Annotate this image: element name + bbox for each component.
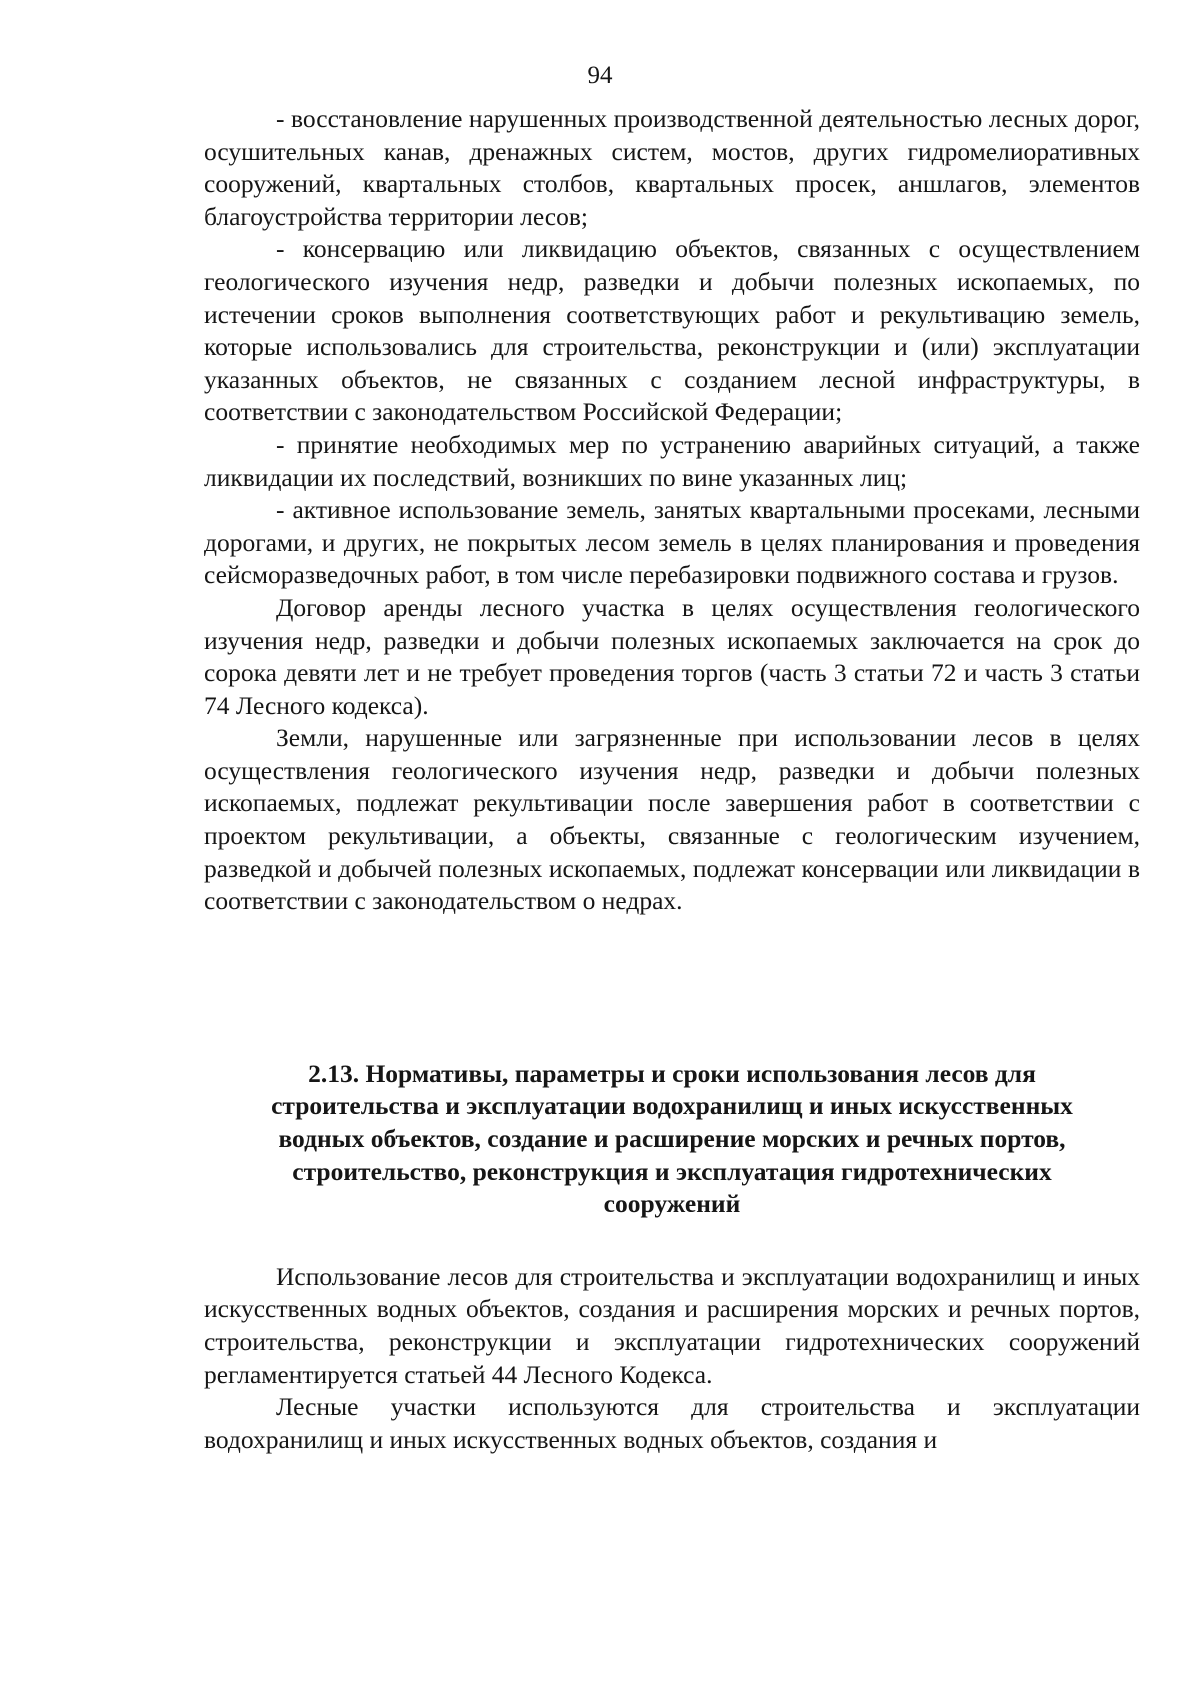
heading-spacer xyxy=(204,1221,1140,1261)
page-content xyxy=(204,103,1140,1456)
paragraph-land-reclamation: Земли, нарушенные или загрязненные при использовании лесов в целях осуществления геологического изучения недр, разведки и добычи полезных ископаемых, подлежат рекультивации после завершения работ в соответствии с проектом рекультивации, а объекты, связанные с геологическим изучением, разведкой и добычей полезных ископаемых, подлежат консервации или ликвидации в соответствии с законодательством о недрах. xyxy=(204,723,1140,916)
paragraph-lease-agreement: Договор аренды лесного участка в целях осуществления геологического изучения недр, разведки и добычи полезных ископаемых заключается на срок до сорока девяти лет и не требует проведения торгов (часть 3 статьи 72 и часть 3 статьи 74 Лесного кодекса). xyxy=(204,592,1140,720)
paragraph-forest-plots-use: Лесные участки используются для строительства и эксплуатации водохранилищ и иных искусственных водных объектов, создания и xyxy=(204,1392,1140,1454)
page-number: 94 xyxy=(587,62,613,89)
paragraph-conservation-liquidation: - консервацию или ликвидацию объектов, связанных с осуществлением геологического изучения недр, разведки и добычи полезных ископаемых, по истечении сроков выполнения соответствующих работ и рекультивацию земель, которые использовались для строительства, реконструкции и (или) эксплуатации указанных объектов, не связанных с созданием лесной инфраструктуры, в соответствии с законодательством Российской Федерации; xyxy=(204,234,1140,427)
paragraph-forest-roads-restoration: - восстановление нарушенных производственной деятельностью лесных дорог, осушительных канав, дренажных систем, мостов, других гидромелиоративных сооружений, квартальных столбов, квартальных просек, аншлагов, элементов благоустройства территории лесов; xyxy=(204,104,1140,231)
section-heading: 2.13. Нормативы, параметры и сроки использования лесов для строительства и эксплуатации водохранилищ и иных искусственных водных объектов, создание и расширение морских и речных портов, строительство, реконструкция и эксплуатация гидротехнических сооружений xyxy=(271,1058,1073,1219)
paragraph-article-44: Использование лесов для строительства и эксплуатации водохранилищ и иных искусственных водных объектов, создания и расширения морских и речных портов, строительства, реконструкции и эксплуатации гидротехнических сооружений регламентируется статьей 44 Лесного Кодекса. xyxy=(204,1261,1140,1389)
paragraph-emergency-measures: - принятие необходимых мер по устранению аварийных ситуаций, а также ликвидации их последствий, возникших по вине указанных лиц; xyxy=(204,429,1140,492)
paragraph-active-land-use: - активное использование земель, занятых квартальными просеками, лесными дорогами, и других, не покрытых лесом земель в целях планирования и проведения сейсморазведочных работ, в том числе перебазировки подвижного состава и грузов. xyxy=(204,495,1140,590)
section-spacer xyxy=(204,918,1140,1058)
